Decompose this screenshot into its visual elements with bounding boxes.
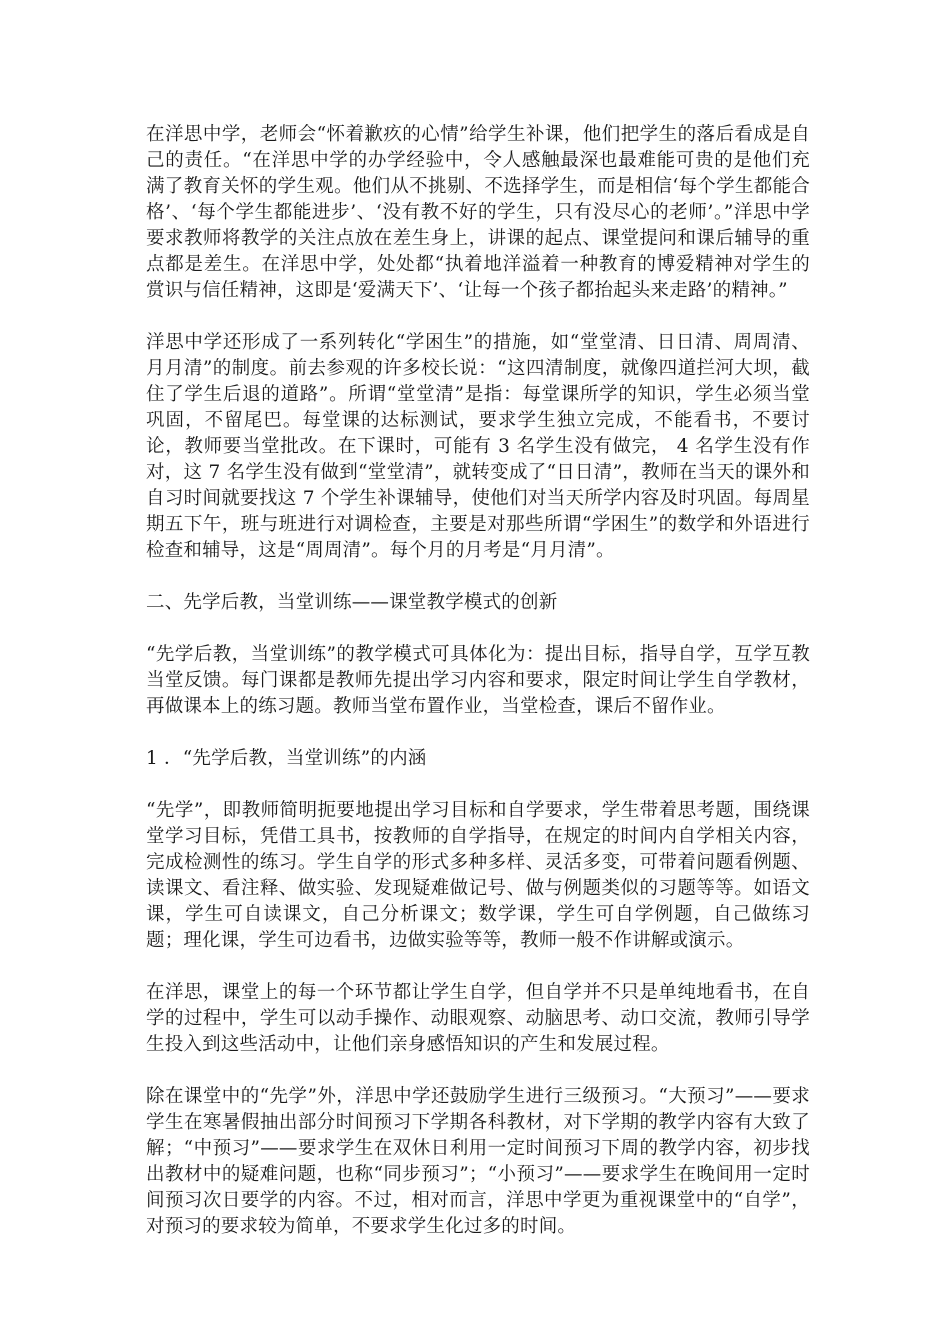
paragraph-four-clear-system: 洋思中学还形成了一系列转化“学困生”的措施，如“堂堂清、日日清、周周清、月月清”的制度。前去参观的许多校长说：“这四清制度，就像四道拦河大坝，截住了学生后退的道路”。所谓“堂堂清”是指：每堂课所学的知识，学生必须当堂巩固，不留尾巴。每堂课的达标测试，要求学生独立完成，不能看书，不要讨论，教师要当堂批改。在下课时，可能有 3 名学生没有做完， 4 名学生没有作对，这 7 名学生没有做到“堂堂清”，就转变成了“日日清”，教师在当天的课外和自习时间就要找这 7 个学生补课辅导，使他们对当天所学内容及时巩固。每周星期五下午，班与班进行对调检查，主要是对那些所谓“学困生”的数学和外语进行检查和辅导，这是“周周清”。每个月的月考是“月月清”。	[146, 332, 810, 561]
subsection-heading-connotation: 1 ．“先学后教，当堂训练”的内涵	[146, 748, 427, 769]
document-page	[146, 122, 810, 1266]
paragraph-model-description: “先学后教，当堂训练”的教学模式可具体化为：提出目标，指导自学，互学互教当堂反馈。每门课都是教师先提出学习内容和要求，限定时间让学生自学教材，再做课本上的练习题。教师当堂布置作业，当堂检查，课后不留作业。	[146, 644, 810, 717]
paragraph-three-level-preview: 除在课堂中的“先学”外，洋思中学还鼓励学生进行三级预习。“大预习”——要求学生在寒暑假抽出部分时间预习下学期各科教材，对下学期的教学内容有大致了解；“中预习”——要求学生在双休日利用一定时间预习下周的教学内容，初步找出教材中的疑难问题，也称“同步预习”；“小预习”——要求学生在晚间用一定时间预习次日要学的内容。不过，相对而言，洋思中学更为重视课堂中的“自学”，对预习的要求较为简单，不要求学生化过多的时间。	[146, 1086, 810, 1237]
paragraph-self-study: 在洋思，课堂上的每一个环节都让学生自学，但自学并不只是单纯地看书，在自学的过程中，学生可以动手操作、动眼观察、动脑思考、动口交流，教师引导学生投入到这些活动中，让他们亲身感悟知识的产生和发展过程。	[146, 982, 810, 1055]
paragraph-learn-first: “先学”，即教师简明扼要地提出学习目标和自学要求，学生带着思考题，围绕课堂学习目标，凭借工具书，按教师的自学指导，在规定的时间内自学相关内容，完成检测性的练习。学生自学的形式多种多样、灵活多变，可带着问题看例题、读课文、看注释、做实验、发现疑难做记号、做与例题类似的习题等等。如语文课，学生可自读课文，自己分析课文；数学课，学生可自学例题，自己做练习题；理化课，学生可边看书，边做实验等等，教师一般不作讲解或演示。	[146, 800, 810, 951]
section-heading-teaching-model: 二、先学后教，当堂训练——课堂教学模式的创新	[146, 592, 558, 613]
paragraph-teacher-responsibility: 在洋思中学，老师会“怀着歉疚的心情”给学生补课，他们把学生的落后看成是自己的责任。“在洋思中学的办学经验中，令人感触最深也最难能可贵的是他们充满了教育关怀的学生观。他们从不挑剔、不选择学生，而是相信‘每个学生都能合格’、‘每个学生都能进步’、‘没有教不好的学生，只有没尽心的老师’。”洋思中学要求教师将教学的关注点放在差生身上，讲课的起点、课堂提问和课后辅导的重点都是差生。在洋思中学，处处都“执着地洋溢着一种教育的博爱精神对学生的赏识与信任精神，这即是‘爱满天下’、‘让每一个孩子都抬起头来走路’的精神。”	[146, 124, 810, 301]
